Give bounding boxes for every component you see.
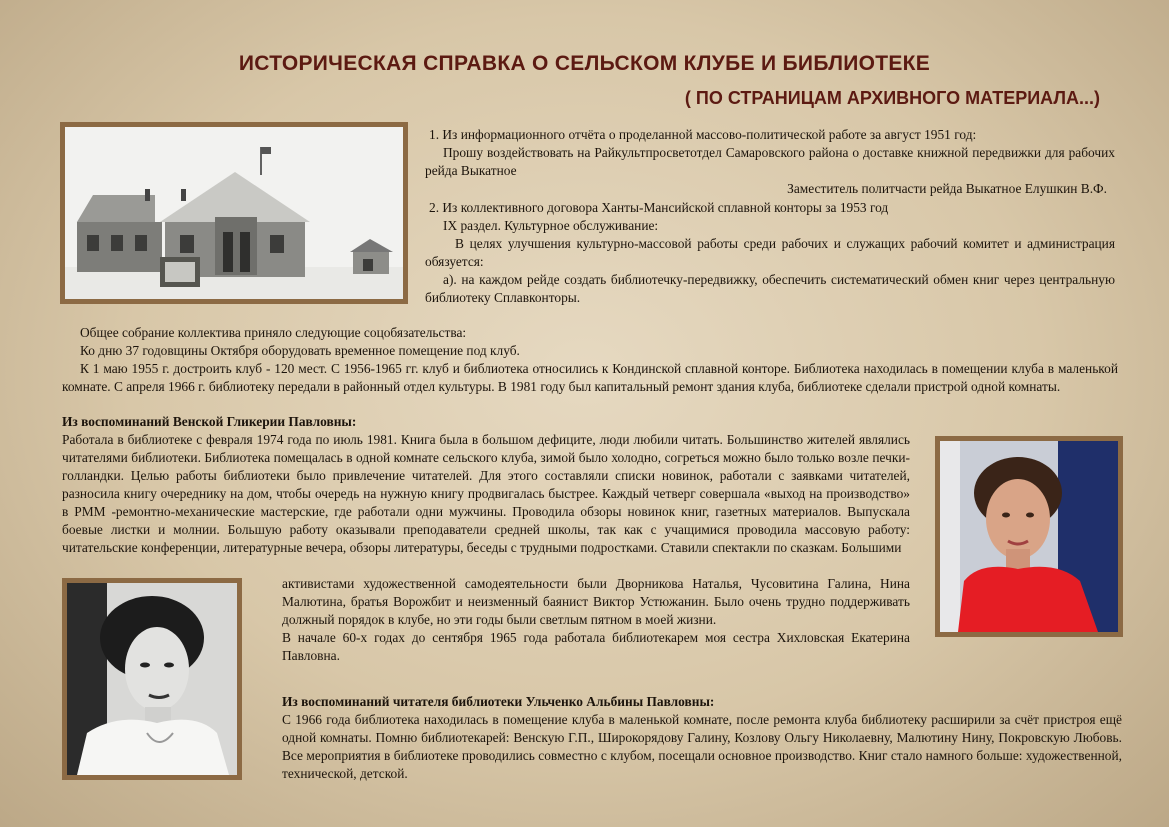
memoir-2-heading: Из воспоминаний читателя библиотеки Ульченко Альбины Павловны:: [282, 694, 715, 709]
memoir-2-text: С 1966 года библиотека находилась в помещение клуба в маленькой комнате, после ремонта клуба библиотеку расширили за счёт пристроя ещё одной комнаты. Помню библиотекарей: Венскую Г.П., Широкорядову Галину, Козлову Ольгу Николаевну, Малютину Нину, Покровскую Любовь. Все мероприятия в библиотеке проводились совместно с клубом, посещали основное производство. Книг стало намного больше: художественной, технической, детской.: [282, 712, 1122, 781]
portrait-bw-photo: [62, 578, 242, 780]
portrait-color-image: [940, 441, 1118, 632]
portrait-color-photo: [935, 436, 1123, 637]
general-paragraph-3: К 1 маю 1955 г. достроить клуб - 120 мест. С 1956-1965 гг. клуб и библиотека относились к Кондинской сплавной конторе. Библиотека находилась в помещении клуба в маленькой комнате. С апреля 1966 г. библиотеку передали в районный отдел культуры. В 1981 году был капитальный ремонт здания клуба, библиотеке сделали пристрой одной комнаты.: [62, 361, 1118, 394]
memoir-1-heading: Из воспоминаний Венской Гликерии Павловны:: [62, 414, 357, 429]
excerpt-2-intro: В целях улучшения культурно-массовой работы среди рабочих и служащих рабочий комитет и администрация обязуется:: [425, 236, 1115, 269]
excerpt-2-item: а). на каждом рейде создать библиотечку-передвижку, обеспечить систематический обмен книг через центральную библиотеку Сплавконторы.: [425, 272, 1115, 305]
memoir-1-text-bottom: [282, 575, 910, 665]
excerpt-1-signature: Заместитель политчасти рейда Выкатное Елушкин В.Ф.: [787, 181, 1107, 196]
excerpt-1-body: Прошу воздействовать на Райкультпросветотдел Самаровского района о доставке книжной передвижки для рабочих рейда Выкатное: [425, 145, 1115, 178]
memoir-1-text-bottom-p2: В начале 60-х годах до сентября 1965 года работала библиотекарем моя сестра Хихловская Екатерина Павловна.: [282, 630, 910, 663]
club-building-image: [65, 127, 403, 299]
memoir-1-text-top: Работала в библиотеке с февраля 1974 года по июль 1981. Книга была в большом дефиците, люди любили читать. Большинство жителей являлись читателями библиотеки. Библиотека помещалась в одной комнате сельского клуба, зимой было холодно, согреться можно было только возле печки-голландки. Целью работы библиотеки было привлечение читателей. Для этого составляли списки новинок, работали с заявками читателей, разносила книгу очереднику на дом, чтобы очередь на нужную книгу продвигалась быстрее. Каждый четверг совершала «выход на производство» в РММ -ремонтно-механические мастерские, где работали одни мужчины. Проводила обзоры новинок книг, газетных материалов. Выпускала боевые листки и молнии. Большую работу оказывали преподаватели средней школы, так как с учащимися проводила массовую работу: читательские конференции, литературные вечера, обзоры литературы, беседы с трудными подростками. Ставили спектакли по сказкам. Большими: [62, 432, 910, 555]
page-subtitle: ( ПО СТРАНИЦАМ АРХИВНОГО МАТЕРИАЛА...): [684, 88, 1100, 108]
general-paragraph-2: Ко дню 37 годовщины Октября оборудовать временное помещение под клуб.: [80, 343, 520, 358]
club-building-photo: [60, 122, 408, 304]
excerpt-1-heading: 1. Из информационного отчёта о проделанной массово-политической работе за август 1951 год:: [429, 127, 977, 142]
portrait-bw-image: [67, 583, 237, 775]
archive-excerpt-1: [425, 126, 1115, 198]
excerpt-2-heading: 2. Из коллективного договора Ханты-Мансийской сплавной конторы за 1953 год: [429, 200, 889, 215]
general-assembly-block: [62, 324, 1118, 396]
memoir-1-text-bottom-p1: активистами художественной самодеятельности были Дворникова Наталья, Чусовитина Галина, Нина Малютина, братья Ворожбит и неизменный баянист Виктор Устюжанин. Было очень трудно поддерживать должный порядок в клубе, но эти годы были светлым пятном в моей жизни.: [282, 576, 910, 627]
general-paragraph-1: Общее собрание коллектива приняло следующие соцобязательства:: [80, 325, 467, 340]
excerpt-2-section: IX раздел. Культурное обслуживание:: [443, 218, 659, 233]
page-title: ИСТОРИЧЕСКАЯ СПРАВКА О СЕЛЬСКОМ КЛУБЕ И БИБЛИОТЕКЕ: [238, 52, 931, 75]
archive-excerpt-2: [425, 199, 1115, 307]
